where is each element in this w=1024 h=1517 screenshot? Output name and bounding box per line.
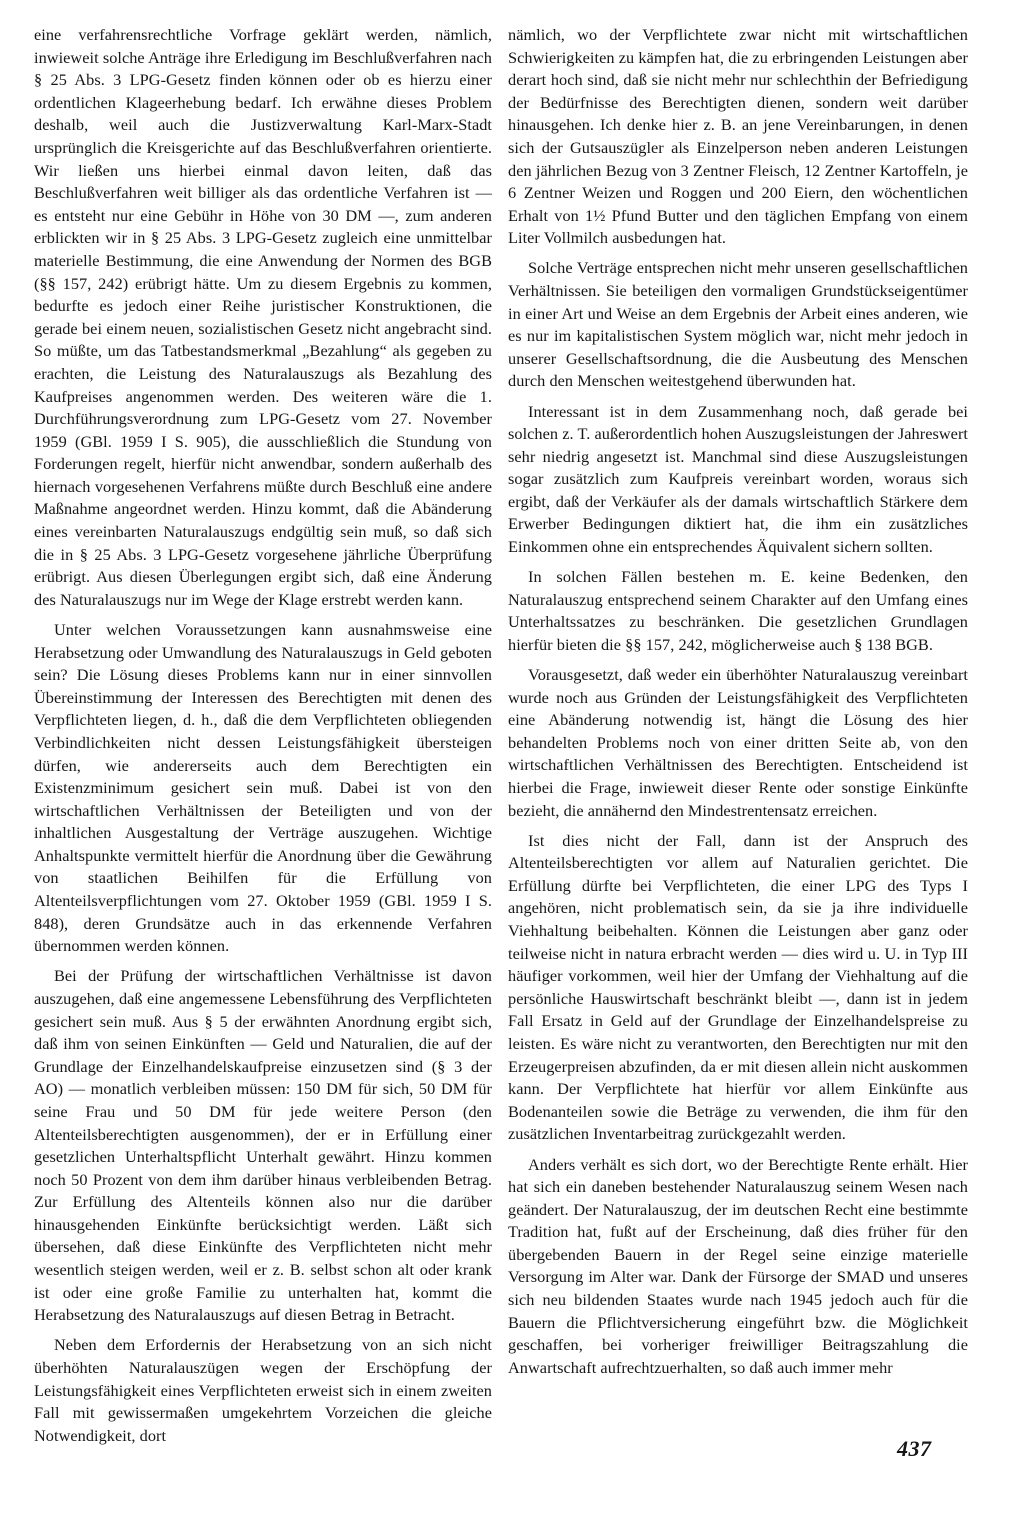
paragraph: nämlich, wo der Verpflichtete zwar nicht mit wirtschaftlichen Schwierigkeiten zu kämpfen hat, die zu erbringenden Leistungen aber derart hoch sind, daß sie nicht mehr nur schlechthin der Befriedigung der Bedürfnisse des Berechtigten dienen, sondern weit darüber hinausgehen. Ich denke hier z. B. an jene Vereinbarungen, in denen sich der Gutsauszügler als Einzelperson neben anderen Leistungen den jährlichen Bezug von 3 Zentner Fleisch, 12 Zentner Kartoffeln, je 6 Zentner Weizen und Roggen und 200 Eiern, den wöchentlichen Erhalt von 1½ Pfund Butter und den täglichen Empfang von einem Liter Vollmilch ausbedungen hat. — [508, 25, 968, 248]
paragraph: In solchen Fällen bestehen m. E. keine Bedenken, den Naturalauszug entsprechend seinem Charakter auf den Umfang eines Unterhaltssatzes zu beschränken. Die gesetzlichen Grundlagen hierfür bieten die §§ 157, 242, möglicherweise auch § 138 BGB. — [508, 567, 968, 654]
paragraph: Bei der Prüfung der wirtschaftlichen Verhältnisse ist davon auszugehen, daß eine angemessene Lebensführung des Verpflichteten gesichert sein muß. Aus § 5 der erwähnten Anordnung ergibt sich, daß ihm von seinen Einkünften — Geld und Naturalien, die auf der Grundlage der Einzelhandelskaufpreise einzusetzen sind (§ 3 der AO) — monatlich verbleiben müssen: 150 DM für sich, 50 DM für seine Frau und 50 DM für jede weitere Person (den Altenteilsberechtigten ausgenommen), der er in Erfüllung einer gesetzlichen Unterhaltspflicht Unterhalt gewährt. Hinzu kommen noch 50 Prozent von dem ihm darüber hinaus verbleibenden Betrag. Zur Erfüllung des Altenteils können also nur die darüber hinausgehenden Einkünfte berücksichtigt werden. Läßt sich übersehen, daß diese Einkünfte des Verpflichteten nicht mehr wesentlich steigen werden, weil er z. B. selbst schon alt oder krank ist oder eine große Familie zu unterhalten hat, kommt die Herabsetzung des Naturalauszugs auf diesen Betrag in Betracht. — [34, 966, 492, 1325]
page-number: 437 — [897, 1436, 932, 1461]
paragraph: Vorausgesetzt, daß weder ein überhöhter Naturalauszug vereinbart wurde noch aus Gründen der Leistungsfähigkeit des Verpflichteten eine Abänderung notwendig ist, hängt die Lösung des hier behandelten Problems noch von einer dritten Seite ab, von den wirtschaftlichen Verhältnissen des Berechtigten. Entscheidend ist hierbei die Frage, inwieweit dieser Rente oder sonstige Einkünfte bezieht, die annähernd den Mindestrentensatz erreichen. — [508, 665, 968, 820]
right-column — [508, 24, 968, 1387]
paragraph: Unter welchen Voraussetzungen kann ausnahmsweise eine Herabsetzung oder Umwandlung des Naturalauszugs in Geld geboten sein? Die Lösung dieses Problems kann nur in einer sinnvollen Übereinstimmung der Interessen des Berechtigten mit denen des Verpflichteten liegen, d. h., daß die dem Verpflichteten obliegenden Verbindlichkeiten nicht dessen Leistungsfähigkeit übersteigen dürfen, wie andererseits auch dem Berechtigten ein Existenzminimum gesichert sein muß. Dabei ist von den wirtschaftlichen Verhältnissen der Beteiligten und von der inhaltlichen Ausgestaltung der Verträge auszugehen. Wichtige Anhaltspunkte vermittelt hierfür die Anordnung über die Gewährung von staatlichen Beihilfen für die Erfüllung von Altenteilsverpflichtungen vom 27. Oktober 1959 (GBl. 1959 I S. 848), deren Grundsätze auch in das erkennende Verfahren übernommen werden können. — [34, 619, 492, 956]
left-column — [34, 24, 492, 1455]
paragraph: eine verfahrensrechtliche Vorfrage geklärt werden, nämlich, inwieweit solche Anträge ihre Erledigung im Beschlußverfahren nach § 25 Abs. 3 LPG-Gesetz finden können oder ob es hierzu einer ordentlichen Klageerhebung bedarf. Ich erwähne dieses Problem deshalb, weil auch die Justizverwaltung Karl-Marx-Stadt ursprünglich die Kreisgerichte auf das Beschlußverfahren orientierte. Wir ließen uns hierbei einmal davon leiten, daß das Beschlußverfahren weit billiger als das ordentliche Verfahren ist — es entsteht nur eine Gebühr in Höhe von 30 DM —, zum anderen erblickten wir in § 25 Abs. 3 LPG-Gesetz zugleich eine unmittelbar materielle Bestimmung, die eine Anwendung der Normen des BGB (§§ 157, 242) erübrigt hätte. Um zu diesem Ergebnis zu kommen, bedurfte es jedoch einer Reihe juristischer Konstruktionen, die gerade bei einem neuen, sozialistischen Gesetz nicht angebracht sind. So müßte, um das Tatbestandsmerkmal „Bezahlung“ als gegeben zu erachten, die Leistung des Naturalauszugs als Bezahlung des Kaufpreises angenommen werden. Des weiteren wäre die 1. Durchführungsverordnung zum LPG-Gesetz vom 27. November 1959 (GBl. 1959 I S. 905), die ausschließlich die Stundung von Forderungen regelt, hierfür nicht anwendbar, sondern außerhalb des hiernach vorgesehenen Verfahrens müßte durch Beschluß eine andere Maßnahme angeordnet werden. Hinzu kommt, daß die Abänderung eines vereinbarten Naturalauszugs endgültig sein muß, so daß sich die in § 25 Abs. 3 LPG-Gesetz vorgesehene jährliche Überprüfung erübrigt. Aus diesen Überlegungen ergibt sich, daß eine Änderung des Naturalauszugs nur im Wege der Klage erstrebt werden kann. — [34, 25, 492, 609]
paragraph: Anders verhält es sich dort, wo der Berechtigte Rente erhält. Hier hat sich ein daneben bestehender Naturalauszug seinem Wesen nach geändert. Der Naturalauszug, der im deutschen Recht eine bestimmte Tradition hat, fußt auf der Erscheinung, daß dies früher für den übergebenden Bauern in der Regel seine einzige materielle Versorgung im Alter war. Dank der Fürsorge der SMAD und unseres sich neu bildenden Staates wurde nach 1945 jedoch auch für die Bauern die Pflichtversicherung eingeführt bzw. die Möglichkeit geschaffen, bei vorheriger freiwilliger Beitragszahlung die Anwartschaft aufrechtzuerhalten, so daß auch immer mehr — [508, 1154, 968, 1377]
paragraph: Solche Verträge entsprechen nicht mehr unseren gesellschaftlichen Verhältnissen. Sie beteiligen den vormaligen Grundstückseigentümer in einer Art und Weise an dem Ergebnis der Arbeit eines anderen, wie es nur im kapitalistischen System möglich war, nicht mehr jedoch in unserer Gesellschaftsordnung, die die Ausbeutung des Menschen durch den Menschen weitestgehend überwunden hat. — [508, 258, 968, 391]
paragraph: Interessant ist in dem Zusammenhang noch, daß gerade bei solchen z. T. außerordentlich hohen Auszugsleistungen der Jahreswert sehr niedrig angesetzt ist. Manchmal sind diese Auszugsleistungen sogar zusätzlich zum Kaufpreis vereinbart worden, woraus sich ergibt, daß der Verkäufer als der damals wirtschaftlich Stärkere dem Erwerber Bedingungen diktiert hat, die ihm ein zusätzliches Einkommen ohne ein entsprechendes Äquivalent sichern sollten. — [508, 401, 968, 557]
paragraph: Neben dem Erfordernis der Herabsetzung von an sich nicht überhöhten Naturalauszügen wegen der Erschöpfung der Leistungsfähigkeit eines Verpflichteten erweist sich in einem zweiten Fall mit gewissermaßen umgekehrtem Vorzeichen die gleiche Notwendigkeit, dort — [34, 1335, 492, 1445]
paragraph: Ist dies nicht der Fall, dann ist der Anspruch des Altenteilsberechtigten vor allem auf Naturalien gerichtet. Die Erfüllung dürfte bei Verpflichteten, die einer LPG des Typs I angehören, nicht problematisch sein, da sie ja ihre individuelle Viehhaltung beibehalten. Können die Leistungen aber ganz oder teilweise nicht in natura erbracht werden — dies wird u. U. in Typ III häufiger vorkommen, weil hier der Umfang der Viehhaltung auf die persönliche Hauswirtschaft beschränkt bleibt —, dann ist in jedem Fall Ersatz in Geld auf der Grundlage der Einzelhandelspreise zu leisten. Es wäre nicht zu verantworten, den Berechtigten nur mit den Erzeugerpreisen abzufinden, da er mit diesen allein nicht auskommen kann. Der Verpflichtete hat hierfür vor allem Einkünfte aus Bodenanteilen sowie die Beträge zu verwenden, die ihm für den zusätzlichen Inventarbeitrag zurückgezahlt werden. — [508, 830, 968, 1144]
